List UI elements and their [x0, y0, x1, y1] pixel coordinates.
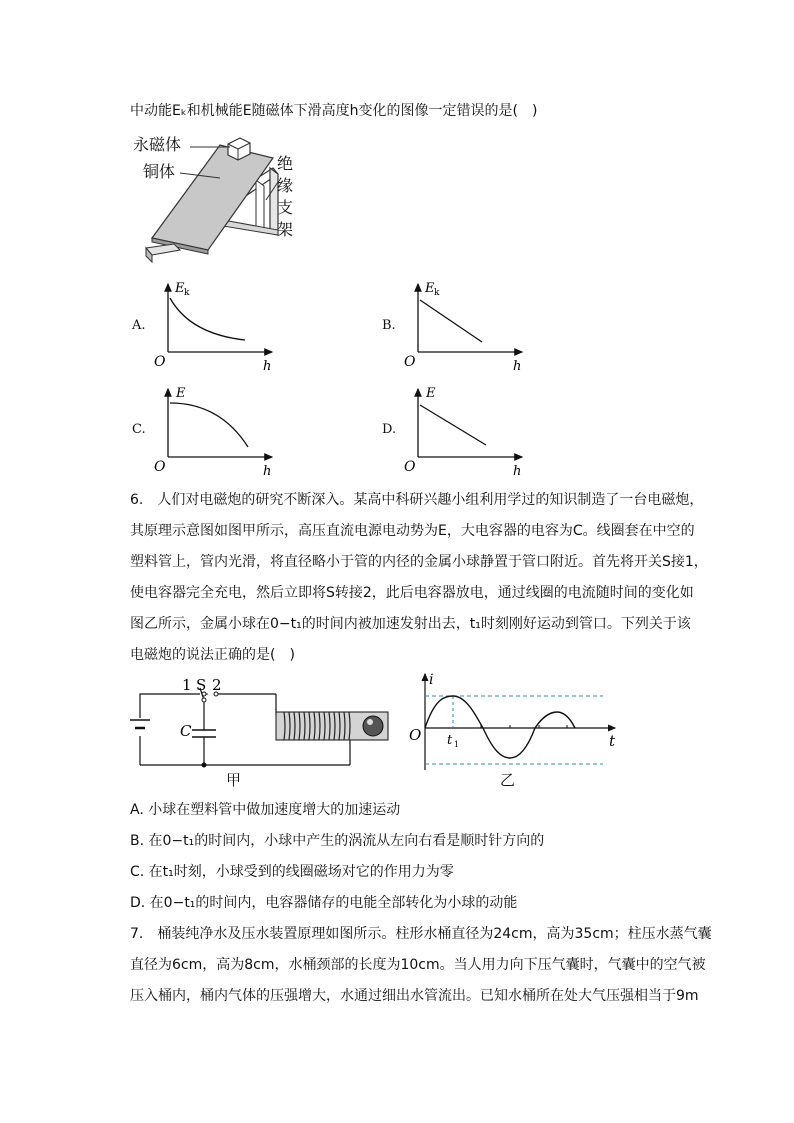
option-a-ysub: k: [184, 288, 190, 298]
graph-ylabel: i: [429, 672, 434, 688]
q6-line-5: 图乙所示，金属小球在0−t₁的时间内被加速发射出去，t₁时刻刚好运动到管口。下列关于该: [130, 616, 691, 632]
q7-line-1: 7. 桶装纯净水及压水装置原理如图所示。柱形水桶直径为24cm，高为35cm；柱压水蒸气囊: [130, 926, 712, 942]
q6-option-b: B. 在0−t₁的时间内，小球中产生的涡流从左向右看是顺时针方向的: [130, 833, 545, 849]
option-b-ysub: k: [434, 288, 440, 298]
option-b-origin: O: [404, 354, 416, 370]
circuit-diagram: [128, 670, 398, 790]
capacitor-label: C: [180, 722, 192, 740]
option-b-line: [420, 300, 482, 342]
q6-line-2: 其原理示意图如图甲所示，高压直流电源电动势为E，大电容器的电容为C。线圈套在中空的: [130, 523, 695, 539]
option-b-graph: [400, 278, 530, 373]
option-c-xlabel: h: [263, 464, 272, 478]
option-a-graph: [150, 278, 280, 373]
option-c-graph: [150, 383, 280, 478]
circuit-caption: 甲: [226, 771, 242, 789]
metal-ball: [363, 716, 383, 736]
q6-option-c: C. 在t₁时刻，小球受到的线圈磁场对它的作用力为零: [130, 864, 454, 880]
q7-line-2: 直径为6cm，高为8cm，水桶颈部的长度为10cm。当人用力向下压气囊时，气囊中的空气被: [130, 957, 706, 973]
graph-t1-sub: 1: [454, 740, 460, 749]
q5-stem: 中动能Eₖ和机械能E随磁体下滑高度h变化的图像一定错误的是( ): [130, 103, 538, 119]
option-d-graph: [400, 383, 530, 478]
option-b-ylabel: E: [425, 281, 435, 296]
q6-line-4: 使电容器完全充电，然后立即将S转接2，此后电容器放电，通过线圈的电流随时间的变化如: [130, 585, 694, 601]
option-c-ylabel: E: [176, 386, 186, 401]
switch-label: S: [196, 676, 207, 694]
option-d-origin: O: [404, 459, 416, 475]
option-c-origin: O: [154, 459, 166, 475]
option-a-curve: [170, 298, 245, 340]
current-graph: [405, 668, 625, 778]
graph-caption: 乙: [500, 771, 516, 789]
option-d-line: [420, 405, 486, 445]
option-a-origin: O: [154, 354, 166, 370]
option-a-xlabel: h: [263, 359, 272, 373]
graph-t1: t: [447, 733, 453, 748]
support-label: 绝 缘 支 架: [277, 154, 294, 239]
copper-label: 铜体: [143, 162, 176, 181]
switch-terminal-1: 1: [182, 676, 192, 694]
option-d-label: D.: [382, 422, 397, 437]
option-c-label: C.: [132, 422, 146, 437]
magnet-label: 永磁体: [133, 135, 182, 154]
option-b-xlabel: h: [513, 359, 522, 373]
q6-line-3: 塑料管上，管内光滑，将直径略小于管的内径的金属小球静置于管口附近。首先将开关S接1，: [130, 554, 708, 570]
q6-line-6: 电磁炮的说法正确的是( ): [130, 647, 295, 663]
option-a-label: A.: [132, 318, 146, 333]
option-d-xlabel: h: [513, 464, 522, 478]
switch-terminal-2: 2: [212, 676, 222, 694]
q6-option-a: A. 小球在塑料管中做加速度增大的加速运动: [130, 802, 401, 818]
graph-xlabel: t: [609, 732, 616, 750]
q6-option-d: D. 在0−t₁的时间内，电容器储存的电能全部转化为小球的动能: [130, 895, 518, 911]
q7-line-3: 压入桶内，桶内气体的压强增大，水通过细出水管流出。已知水桶所在处大气压强相当于9m: [130, 988, 699, 1004]
current-curve: [425, 696, 575, 758]
graph-origin: O: [409, 726, 422, 744]
option-b-label: B.: [382, 318, 396, 333]
option-d-ylabel: E: [426, 386, 436, 401]
q6-line-1: 6. 人们对电磁炮的研究不断深入。某高中科研兴趣小组利用学过的知识制造了一台电磁炮，: [130, 492, 704, 508]
copper-plate: [152, 145, 273, 250]
option-a-ylabel: E: [175, 281, 185, 296]
option-c-curve: [170, 403, 248, 447]
